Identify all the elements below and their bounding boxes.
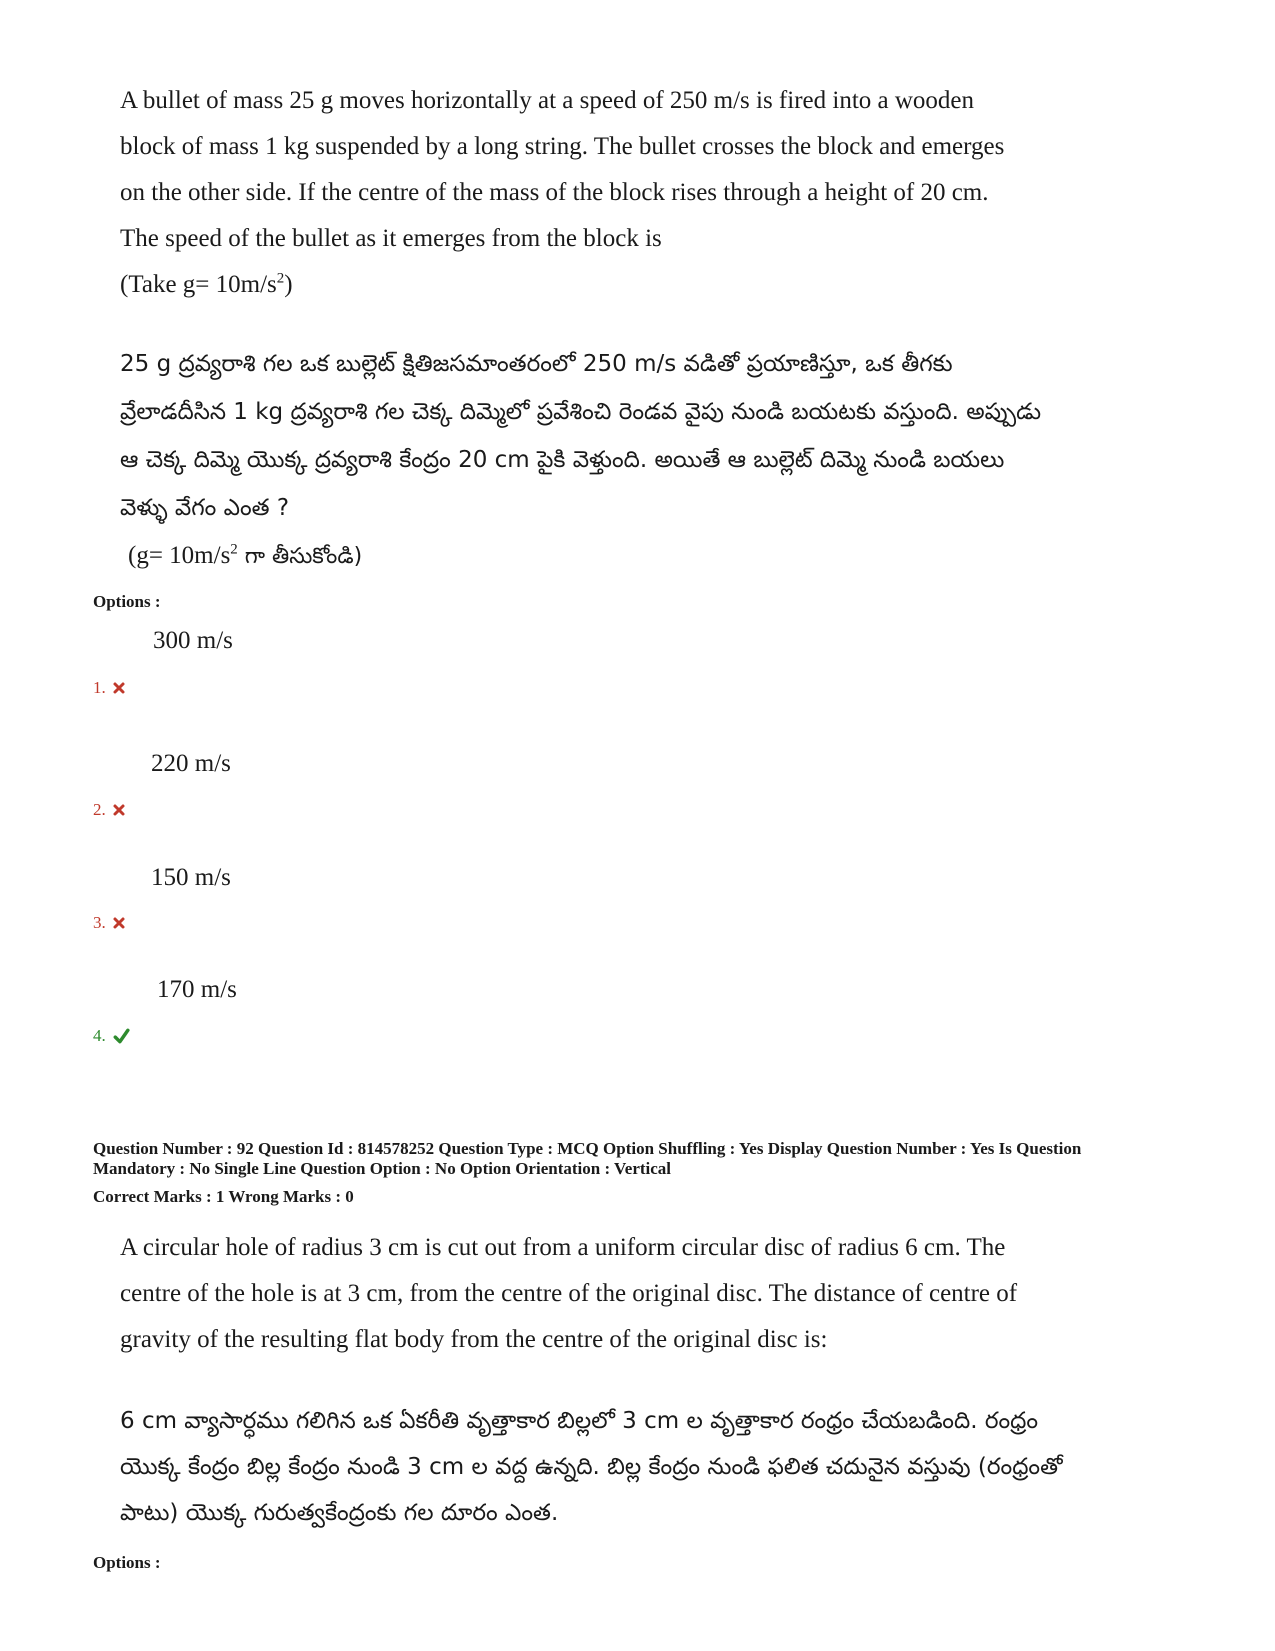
option-1-text: 300 m/s — [153, 627, 233, 654]
question-92-english — [120, 1225, 1085, 1363]
telugu-text-line: యొక్క కేంద్రం బిల్ల కేంద్రం నుండి 3 cm ల వద్ద ఉన్నది. బిల్ల కేంద్రం నుండి ఫలిత చదునైన వస్తువు (రంధ్రంతో — [120, 1454, 1063, 1480]
telugu-text-line: ఆ చెక్క దిమ్మె యొక్క ద్రవ్యరాశి కేంద్రం 20 cm పైకి వెళ్తుంది. అయితే ఆ బుల్లెట్ దిమ్మె నుండి బయలు — [120, 447, 1005, 473]
telugu-text-line: వెళ్ళు వేగం ఎంత ? — [120, 495, 290, 521]
question-92-meta — [93, 1139, 1183, 1179]
check-icon — [112, 1028, 130, 1044]
take-g-line: (Take $g= 10m/s^2$) — [120, 270, 293, 298]
question-text-line: on the other side. If the centre of the mass of the block rises through a height of 20 cm. — [120, 179, 989, 206]
option-2-number: 2. — [93, 800, 126, 820]
telugu-text-line: 6 cm వ్యాసార్ధము గలిగిన ఒక ఏకరీతి వృత్తాకార బిల్లలో 3 cm ల వృత్తాకార రంధ్రం చేయబడింది. రంధ్రం — [120, 1408, 1039, 1434]
telugu-text-line: పాటు) యొక్క గురుత్వకేంద్రంకు గల దూరం ఎంత. — [120, 1500, 559, 1526]
options-label: Options : — [93, 1553, 161, 1572]
option-4-number: 4. — [93, 1026, 130, 1046]
options-label: Options : — [93, 592, 161, 611]
question-91-telugu — [120, 340, 1090, 581]
meta-line: Mandatory : No Single Line Question Option : No Option Orientation : Vertical — [93, 1159, 672, 1178]
cross-icon — [112, 681, 126, 695]
question-text-line: block of mass 1 kg suspended by a long string. The bullet crosses the block and emerges — [120, 133, 1005, 160]
question-text-line: A bullet of mass 25 g moves horizontally at a speed of 250 m/s is fired into a wooden — [120, 87, 975, 114]
telugu-text-line: 25 g ద్రవ్యరాశి గల ఒక బుల్లెట్ క్షితిజసమాంతరంలో 250 m/s వడితో ప్రయాణిస్తూ, ఒక తీగకు — [120, 351, 953, 377]
cross-icon — [112, 803, 126, 817]
cross-icon — [112, 916, 126, 930]
option-2-text: 220 m/s — [151, 750, 231, 777]
question-91-english — [120, 78, 1080, 308]
option-3-number: 3. — [93, 913, 126, 933]
marks-line: Correct Marks : 1 Wrong Marks : 0 — [93, 1187, 354, 1206]
question-text-line: gravity of the resulting flat body from the centre of the original disc is: — [120, 1326, 828, 1353]
option-4-text: 170 m/s — [157, 976, 237, 1003]
meta-line: Question Number : 92 Question Id : 814578252 Question Type : MCQ Option Shuffling : Yes Display Question Number : Yes Is Question — [93, 1139, 1082, 1158]
question-text-line: A circular hole of radius 3 cm is cut out from a uniform circular disc of radius 6 cm. The — [120, 1234, 1006, 1261]
question-text-line: The speed of the bullet as it emerges from the block is — [120, 225, 662, 252]
question-text-line: centre of the hole is at 3 cm, from the centre of the original disc. The distance of centre of — [120, 1280, 1018, 1307]
telugu-g-line: ($g= 10m/s^2$ గా తీసుకోండి) — [128, 541, 363, 569]
option-3-text: 150 m/s — [151, 864, 231, 891]
option-1-number: 1. — [93, 678, 126, 698]
question-92-telugu — [120, 1398, 1090, 1536]
telugu-text-line: వ్రేలాడదీసిన 1 kg ద్రవ్యరాశి గల చెక్క దిమ్మెలో ప్రవేశించి రెండవ వైపు నుండి బయటకు వస్తుంది. అప్పుడు — [120, 399, 1042, 425]
